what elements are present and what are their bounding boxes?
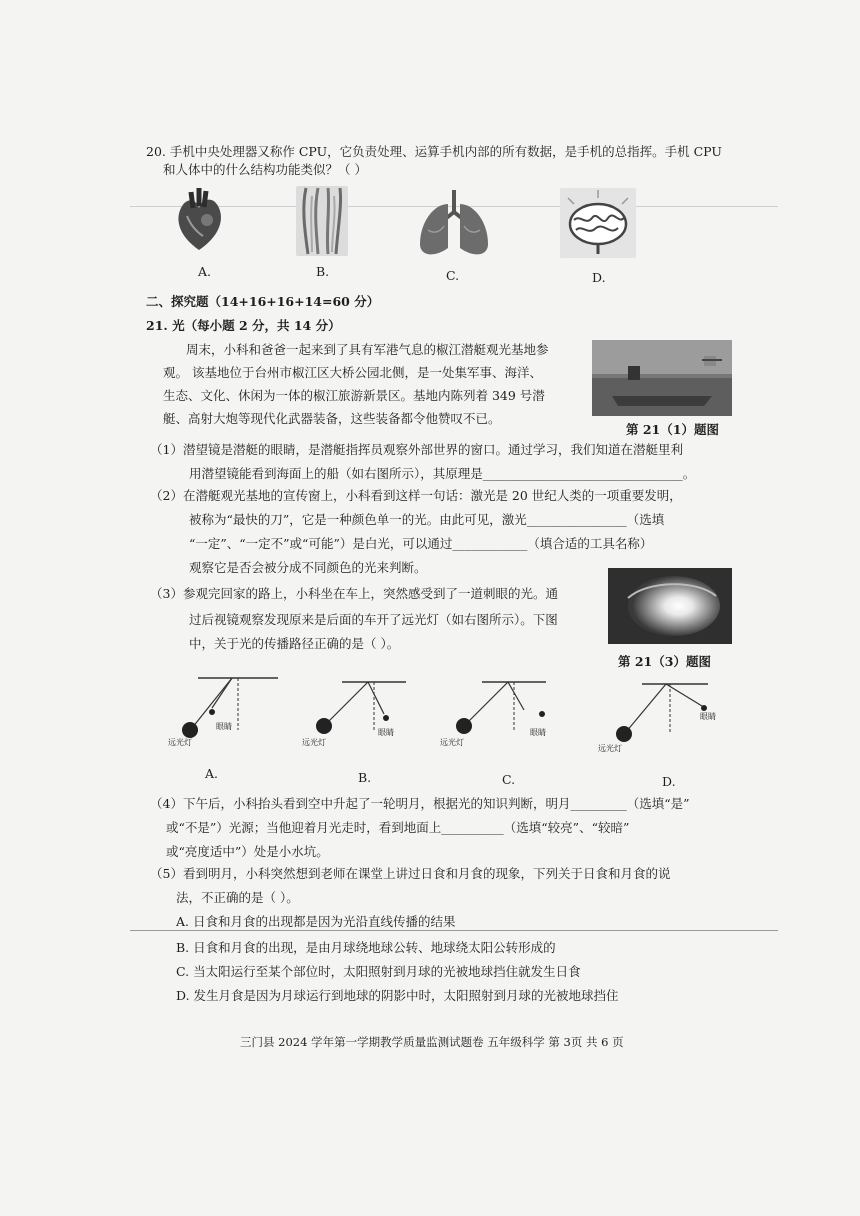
page-footer: 三门县 2024 学年第一学期教学质量监测试题卷 五年级科学 第 3页 共 6 页 [240, 1035, 624, 1049]
q21-s5-option-d: D. 发生月食是因为月球运行到地球的阴影中时，太阳照射到月球的光被地球挡住 [176, 988, 619, 1003]
diagram-d-lamp-label: 远光灯 [598, 744, 622, 753]
section2-title: 二、探究题（14+16+16+14=60 分） [146, 294, 380, 309]
q21-s1-line1: （1）潜望镜是潜艇的眼睛，是潜艇指挥员观察外部世界的窗口。通过学习，我们知道在潜艇里利 [150, 442, 683, 457]
diagram-option-b: B. [358, 770, 372, 785]
q21-s3-line2: 过后视镜观察发现原来是后面的车开了远光灯（如右图所示）。下图 [189, 612, 558, 627]
diagram-c-lamp-label: 远光灯 [440, 738, 464, 747]
diagram-option-d: D. [662, 774, 676, 789]
q21-s2-line3: “一定”、“一定不”或“可能”）是白光，可以通过____________（填合适的工具名称） [189, 536, 653, 551]
q21-s5-line2: 法，不正确的是（ ）。 [176, 890, 299, 905]
headlight-photo [608, 568, 732, 644]
q21-s2-line1: （2）在潜艇观光基地的宣传窗上，小科看到这样一句话：激光是 20 世纪人类的一项重要发明， [150, 488, 682, 503]
q21-s3-line1: （3）参观完回家的路上，小科坐在车上，突然感受到了一道刺眼的光。通 [150, 586, 558, 601]
q20-option-a: A. [198, 264, 212, 279]
diagram-a-lamp-label: 远光灯 [168, 738, 192, 747]
q21-intro-line1: 周末，小科和爸爸一起来到了具有军港气息的椒江潜艇观光基地参 [186, 342, 549, 357]
q21-s3-line3: 中，关于光的传播路径正确的是（ ）。 [189, 636, 400, 651]
heart-icon [173, 186, 225, 256]
q21-s5-option-a: A. 日食和月食的出现都是因为光沿直线传播的结果 [176, 914, 456, 929]
diagram-b-lamp-label: 远光灯 [302, 738, 326, 747]
diagram-b-eye-label: 眼睛 [378, 728, 394, 737]
q20-line1: 20. 手机中央处理器又称作 CPU，它负责处理、运算手机内部的所有数据，是手机的总指挥。手机 CPU [146, 144, 722, 159]
q21-s2-line2: 被称为“最快的刀”，它是一种颜色单一的光。由此可见，激光________________（选填 [189, 512, 665, 527]
submarine-photo [592, 340, 732, 416]
q21-s2-line4: 观察它是否会被分成不同颜色的光来判断。 [189, 560, 427, 575]
q21-s5-line1: （5）看到明月，小科突然想到老师在课堂上讲过日食和月食的现象，下列关于日食和月食的说 [150, 866, 671, 881]
q21-s4-line3: 或“亮度适中”）处是小水坑。 [166, 844, 329, 859]
q21-s4-line2: 或“不是”）光源；当他迎着月光走时，看到地面上__________（选填“较亮”、“较暗” [166, 820, 630, 835]
brain-icon [560, 188, 636, 258]
q21-title: 21. 光（每小题 2 分，共 14 分） [146, 318, 341, 333]
q21-intro-line2: 观。 该基地位于台州市椒江区大桥公园北侧，是一处集军事、海洋、 [163, 365, 542, 380]
muscle-icon [296, 186, 348, 256]
q20-option-b: B. [316, 264, 330, 279]
diagram-d-eye-label: 眼睛 [700, 712, 716, 721]
fig21-3-caption: 第 21（3）题图 [618, 654, 711, 669]
q21-s1-line2: 用潜望镜能看到海面上的船（如右图所示），其原理是________________________________。 [189, 466, 696, 481]
q21-s5-option-c: C. 当太阳运行至某个部位时，太阳照射到月球的光被地球挡住就发生日食 [176, 964, 581, 979]
diagram-option-c: C. [502, 772, 516, 787]
diagram-a-eye-label: 眼睛 [216, 722, 232, 731]
q20-option-c: C. [446, 268, 460, 283]
q21-intro-line4: 艇、高射大炮等现代化武器装备，这些装备都令他赞叹不已。 [163, 411, 501, 426]
q21-intro-line3: 生态、文化、休闲为一体的椒江旅游新景区。基地内陈列着 349 号潜 [163, 388, 545, 403]
lungs-icon [414, 186, 494, 260]
q21-s5-option-b: B. 日食和月食的出现，是由月球绕地球公转、地球绕太阳公转形成的 [176, 940, 556, 955]
diagram-c-eye-label: 眼睛 [530, 728, 546, 737]
fig21-1-caption: 第 21（1）题图 [626, 422, 719, 437]
q20-option-d: D. [592, 270, 606, 285]
q21-s4-line1: （4）下午后，小科抬头看到空中升起了一轮明月，根据光的知识判断，明月_________（选填“是” [150, 796, 690, 811]
diagram-option-a: A. [205, 766, 219, 781]
q20-line2: 和人体中的什么结构功能类似？（ ） [163, 162, 367, 177]
